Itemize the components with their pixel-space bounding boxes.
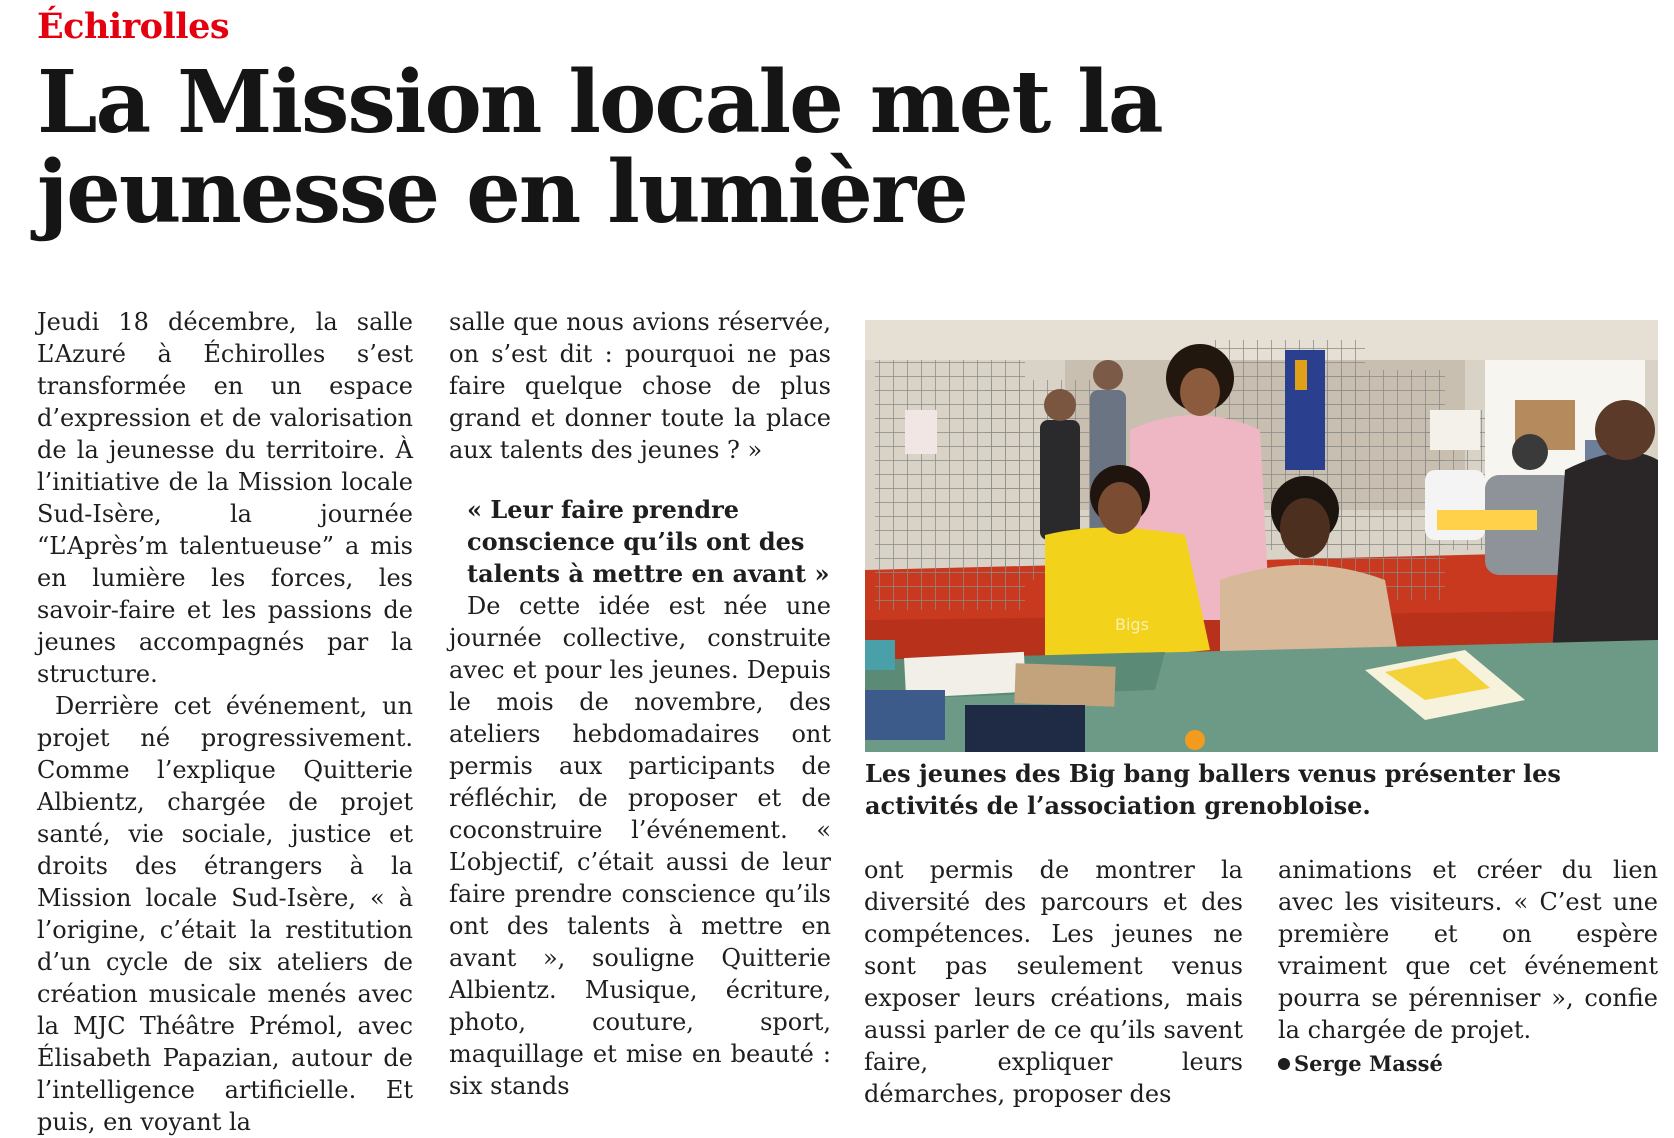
article-column-4 xyxy=(1278,854,1658,1078)
intertitle: « Leur faire prendre conscience qu’ils ont des talents à mettre en avant » xyxy=(467,495,830,588)
tshirt-text: Bigs xyxy=(1115,615,1149,634)
author-name: Serge Massé xyxy=(1294,1051,1443,1076)
photo-caption: Les jeunes des Big bang ballers venus présenter les activités de l’association grenobloise. xyxy=(865,759,1561,820)
paragraph-intro: Jeudi 18 décembre, la salle L’Azuré à Échirolles s’est transformée en un espace d’expression et de valorisation de la jeunesse du territoire. À l’initiative de la Mission locale Sud-Isère, la journée “L’Après’m talentueuse” a mis en lumière les forces, les savoir-faire et les passions de jeunes accompagnés par la structure. xyxy=(37,308,413,688)
section-kicker: Échirolles xyxy=(37,6,230,47)
article-photo xyxy=(865,320,1658,752)
article-column-3 xyxy=(864,854,1243,1110)
byline-bullet-icon xyxy=(1278,1058,1290,1070)
article-column-2 xyxy=(449,306,831,1102)
paragraph-body-2-continued: ont permis de montrer la diversité des parcours et des compétences. Les jeunes ne sont pas seulement venus exposer leurs créations, mais aussi parler de ce qu’ils savent faire, expliquer leurs démarches, proposer des xyxy=(864,856,1243,1108)
paragraph-body-2: De cette idée est née une journée collective, construite avec et pour les jeunes. Depuis le mois de novembre, des ateliers hebdomadaires ont permis aux participants de réfléchir, de proposer et de coconstruire l’événement. « L’objectif, c’était aussi de leur faire prendre conscience qu’ils ont des talents à mettre en avant », souligne Quitterie Albientz. Musique, écriture, photo, couture, sport, maquillage et mise en beauté : six stands xyxy=(449,592,831,1100)
byline xyxy=(1278,1050,1658,1078)
article-column-1 xyxy=(37,306,413,1138)
paragraph-body-2-end: animations et créer du lien avec les visiteurs. « C’est une première et on espère vraiment que cet événement pourra se pérenniser », confie la chargée de projet. xyxy=(1278,856,1658,1044)
article-headline: La Mission locale met la jeunesse en lumière xyxy=(37,52,1162,243)
paragraph-body-1: Derrière cet événement, un projet né progressivement. Comme l’explique Quitterie Albientz, chargée de projet santé, vie sociale, justice et droits des étrangers à la Mission locale Sud-Isère, « à l’origine, c’était la restitution d’un cycle de six ateliers de création musicale menés avec la MJC Théâtre Prémol, avec Élisabeth Papazian, autour de l’intelligence artificielle. Et puis, en voyant la xyxy=(37,692,413,1136)
paragraph-body-1-continued: salle que nous avions réservée, on s’est dit : pourquoi ne pas faire quelque chose de plus grand et donner toute la place aux talents des jeunes ? » xyxy=(449,308,831,464)
